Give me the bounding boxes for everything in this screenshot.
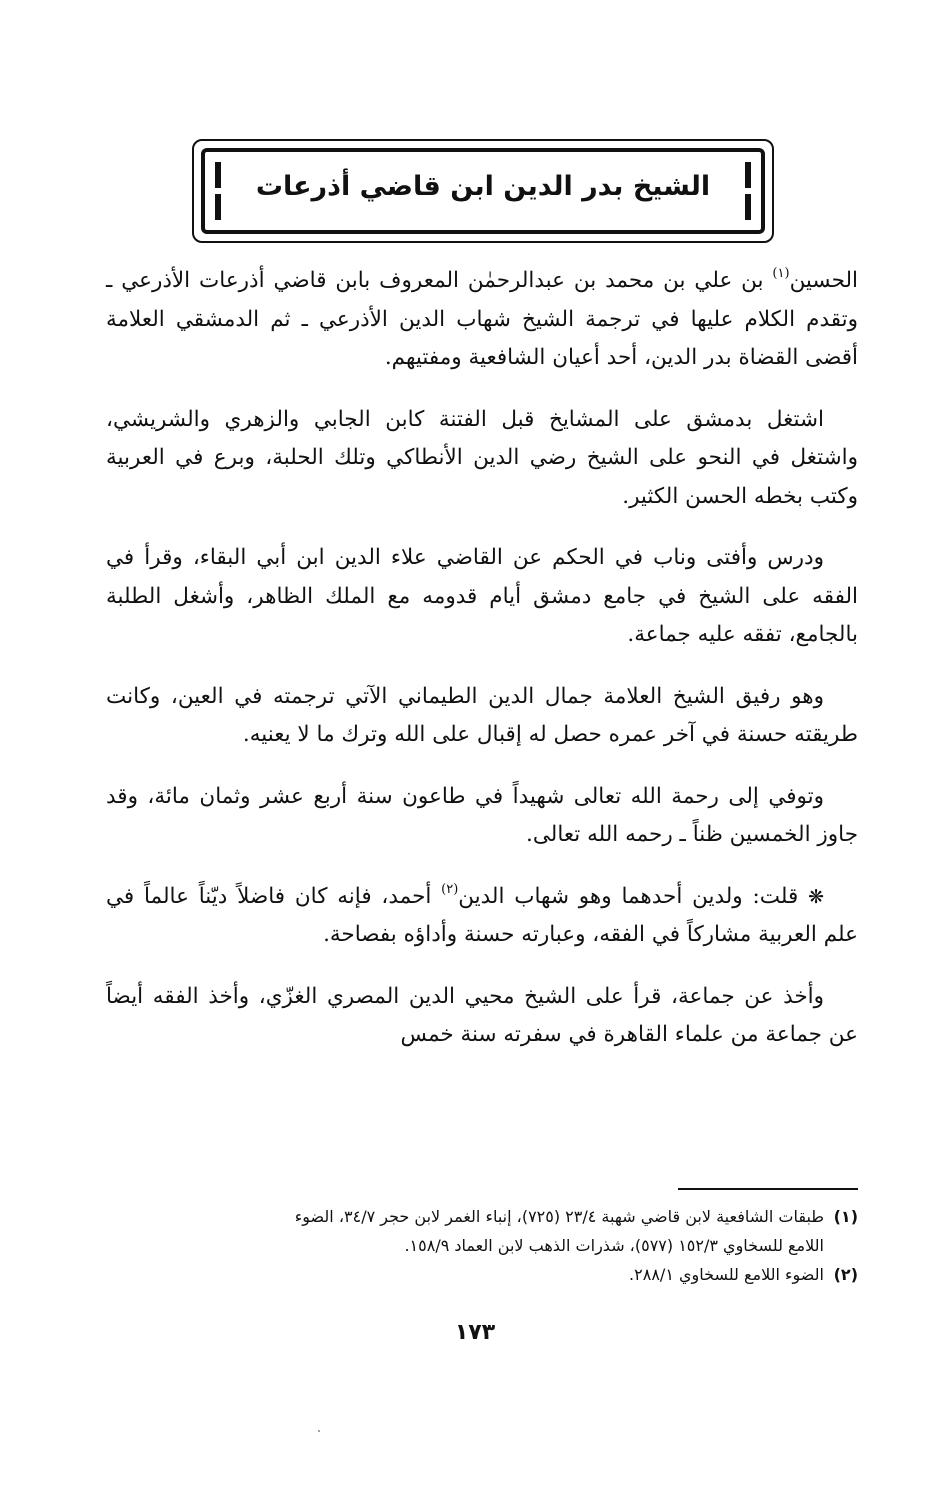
footnote-number: (١) xyxy=(833,1207,858,1226)
footnote-marker: (٢) xyxy=(441,881,459,897)
paragraph: وأخذ عن جماعة، قرأ على الشيخ محيي الدين المصري الغزّي، وأخذ الفقه أيضاً عن جماعة من علماء القاهرة في سفرته سنة خمس xyxy=(106,983,858,1047)
footnotes xyxy=(106,1202,858,1289)
page-number: ١٧٣ xyxy=(454,1320,496,1345)
scan-speck xyxy=(318,1430,320,1432)
paragraph-text: بن علي بن محمد بن عبدالرحمٰن المعروف بابن قاضي أذرعات الأذرعي ـ وتقدم الكلام عليها في ترجمة الشيخ شهاب الدين الأذرعي ـ ثم الدمشقي العلامة أقضى القضاة بدر الدين، أحد أعيان الشافعية ومفتيهم. xyxy=(106,268,858,370)
footnote-number: (٢) xyxy=(833,1265,858,1284)
paragraph: اشتغل بدمشق على المشايخ قبل الفتنة كابن الجابي والزهري والشريشي، واشتغل في النحو على الشيخ رضي الدين الأنطاكي وتلك الحلبة، وبرع في العربية وكتب بخطه الحسن الكثير. xyxy=(106,406,858,509)
paragraph-text: قلت: ولدين أحدهما وهو شهاب الدين xyxy=(458,883,809,909)
footnote xyxy=(106,1202,858,1231)
footnote xyxy=(106,1260,858,1289)
footnote-text: الضوء اللامع للسخاوي ٢٨٨/١. xyxy=(629,1265,824,1284)
footnote-text: طبقات الشافعية لابن قاضي شهبة ٢٣/٤ (٧٢٥)، إنباء الغمر لابن حجر ٣٤/٧، الضوء xyxy=(294,1207,824,1226)
body-text xyxy=(106,262,858,1078)
asterism-icon: ❋ xyxy=(808,885,824,908)
paragraph: وتوفي إلى رحمة الله تعالى شهيداً في طاعون سنة أربع عشر وثمان مائة، وقد جاوز الخمسين ظناً ـ رحمه الله تعالى. xyxy=(106,783,858,847)
footnote-divider xyxy=(678,1188,858,1190)
paragraph-text: الحسين xyxy=(789,268,858,293)
footnote-continuation: اللامع للسخاوي ١٥٢/٣ (٥٧٧)، شذرات الذهب لابن العماد ١٥٨/٩. xyxy=(404,1236,824,1255)
footnote-marker: (١) xyxy=(772,266,790,281)
paragraph: وهو رفيق الشيخ العلامة جمال الدين الطيماني الآتي ترجمته في العين، وكانت طريقته حسنة في آخر عمره حصل له إقبال على الله وترك ما لا يعنيه. xyxy=(106,683,858,747)
chapter-title: الشيخ بدر الدين ابن قاضي أذرعات xyxy=(255,171,711,202)
paragraph: ودرس وأفتى وناب في الحكم عن القاضي علاء الدين ابن أبي البقاء، وقرأ في الفقه على الشيخ في جامع دمشق أيام قدومه مع الملك الظاهر، وأشغل الطلبة بالجامع، تفقه عليه جماعة. xyxy=(106,545,858,647)
title-frame xyxy=(192,139,774,243)
paragraph xyxy=(106,262,858,378)
paragraph-text: أحمد، فإنه كان فاضلاً ديّناً عالماً في علم العربية مشاركاً في الفقه، وعبارته حسنة وأداؤه بفصاحة. xyxy=(106,883,858,947)
paragraph xyxy=(106,878,858,955)
